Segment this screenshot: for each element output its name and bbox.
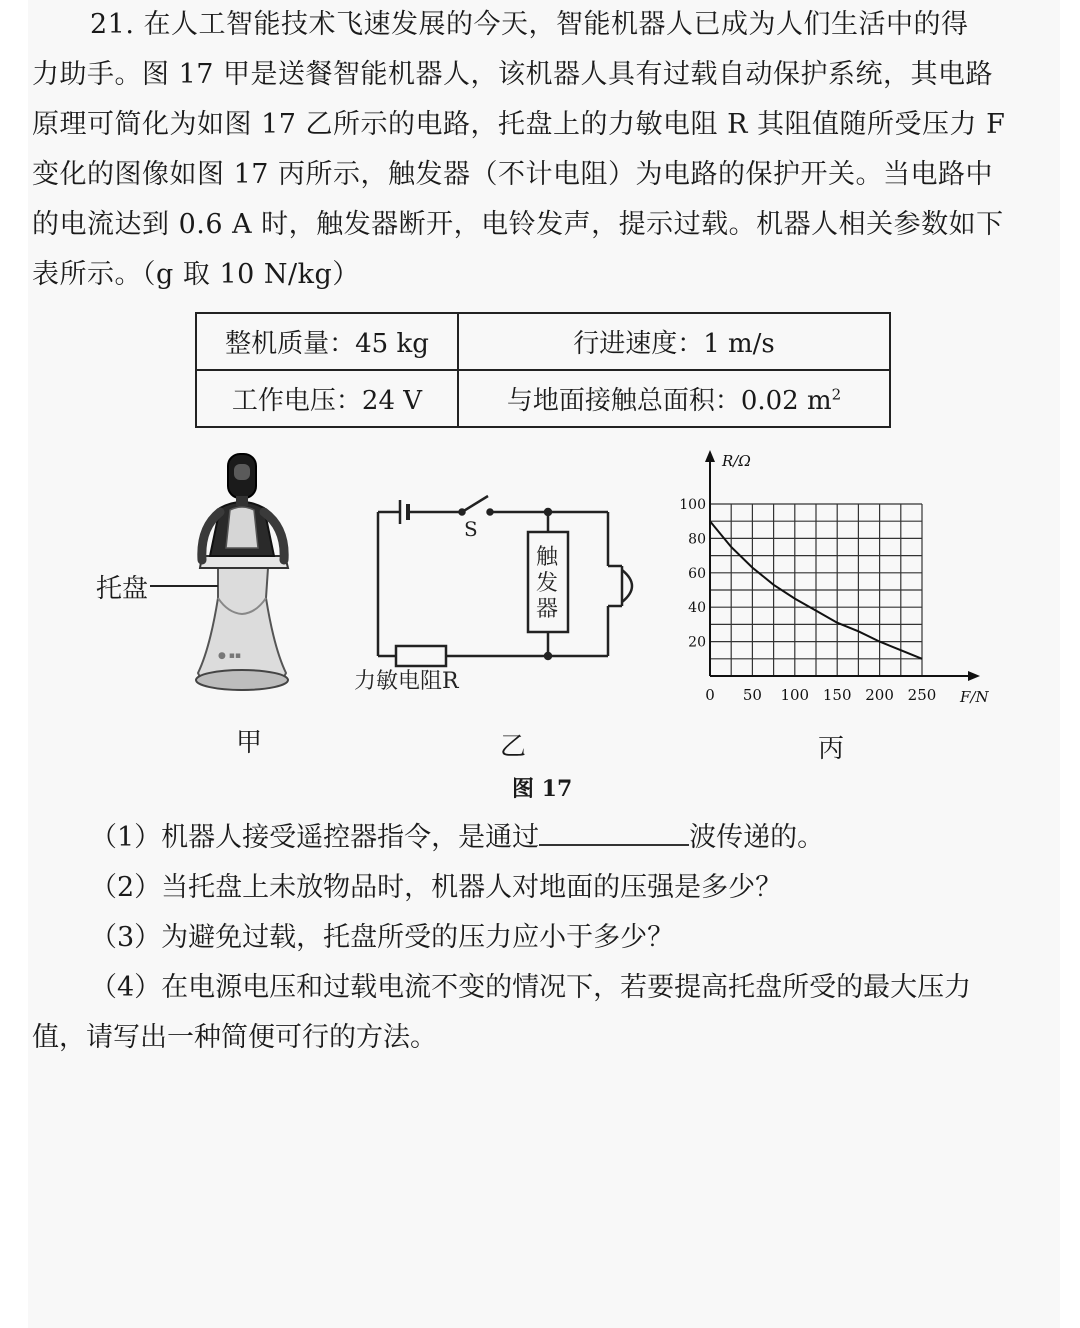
intro-line-5: 的电流达到 0.6 A 时，触发器断开，电铃发声，提示过载。机器人相关参数如下 (32, 209, 1004, 240)
table-row (196, 313, 890, 370)
x-tick-label: 50 (742, 686, 762, 704)
intro-line-1: 21. 在人工智能技术飞速发展的今天，智能机器人已成为人们生活中的得 (90, 9, 969, 40)
x-tick-label: 150 (822, 686, 852, 704)
y-tick-label: 80 (688, 531, 706, 548)
intro-line-2: 力助手。图 17 甲是送餐智能机器人，该机器人具有过载自动保护系统，其电路 (32, 59, 994, 90)
area-text: 与地面接触总面积：0.02 m (506, 386, 832, 416)
table-row (196, 370, 890, 427)
figure-label-a: 甲 (236, 728, 263, 758)
resistor-label: 力敏电阻R (354, 669, 459, 694)
trigger-label-3: 器 (536, 597, 559, 622)
table-cell-voltage: 工作电压：24 V (196, 370, 458, 427)
svg-text:● ▪▪: ● ▪▪ (218, 651, 241, 661)
q1-prefix: （1）机器人接受遥控器指令，是通过 (90, 822, 540, 853)
x-tick-label: 0 (705, 686, 715, 704)
y-axis-arrow (705, 450, 715, 462)
figure-caption: 图 17 (512, 776, 573, 802)
x-axis-arrow (968, 671, 980, 681)
chart-ticks (679, 497, 936, 704)
x-tick-label: 200 (865, 686, 894, 704)
trigger-label-2: 发 (536, 571, 559, 596)
y-tick-label: 40 (688, 600, 706, 617)
figure-label-c: 丙 (818, 734, 845, 764)
params-table (195, 312, 891, 428)
figure-label-b: 乙 (500, 732, 527, 762)
x-tick-label: 100 (780, 686, 810, 704)
intro-line-4: 变化的图像如图 17 丙所示，触发器（不计电阻）为电路的保护开关。当电路中 (32, 159, 994, 190)
q1-answer-blank[interactable] (539, 820, 689, 846)
y-tick-label: 20 (688, 634, 706, 651)
table-cell-mass: 整机质量：45 kg (196, 313, 458, 370)
q1-suffix: 波传递的。 (689, 822, 825, 853)
x-tick-label: 250 (907, 686, 937, 704)
switch-label: S (464, 517, 478, 541)
chart-grid (710, 504, 922, 676)
chart-axes (705, 450, 989, 706)
intro-line-3: 原理可简化为如图 17 乙所示的电路，托盘上的力敏电阻 R 其阻值随所受压力 F (32, 109, 1006, 140)
area-exponent: 2 (831, 385, 842, 404)
table-cell-area (458, 370, 890, 427)
trigger-label-1: 触 (536, 545, 559, 570)
rf-chart (672, 448, 1002, 718)
question-4-cont: 值，请写出一种简便可行的方法。 (32, 1022, 437, 1053)
question-1 (90, 815, 824, 854)
y-tick-label: 100 (679, 497, 706, 513)
question-3: （3）为避免过载，托盘所受的压力应小于多少？ (90, 922, 675, 953)
bell-dome (622, 570, 632, 602)
question-2: （2）当托盘上未放物品时，机器人对地面的压强是多少？ (90, 872, 783, 903)
x-axis-label: F/N (960, 688, 989, 706)
intro-line-6: 表所示。（g 取 10 N/kg） (32, 259, 360, 290)
y-tick-label: 60 (688, 565, 706, 582)
table-cell-speed: 行进速度：1 m/s (458, 313, 890, 370)
tray-label: 托盘 (96, 574, 149, 604)
problem-intro (32, 0, 1052, 300)
y-axis-label: R/Ω (722, 452, 751, 470)
switch-blade (462, 496, 488, 512)
circuit-diagram (354, 486, 660, 696)
question-4: （4）在电源电压和过载电流不变的情况下，若要提高托盘所受的最大压力 (90, 972, 972, 1003)
resistor-symbol (396, 646, 446, 666)
